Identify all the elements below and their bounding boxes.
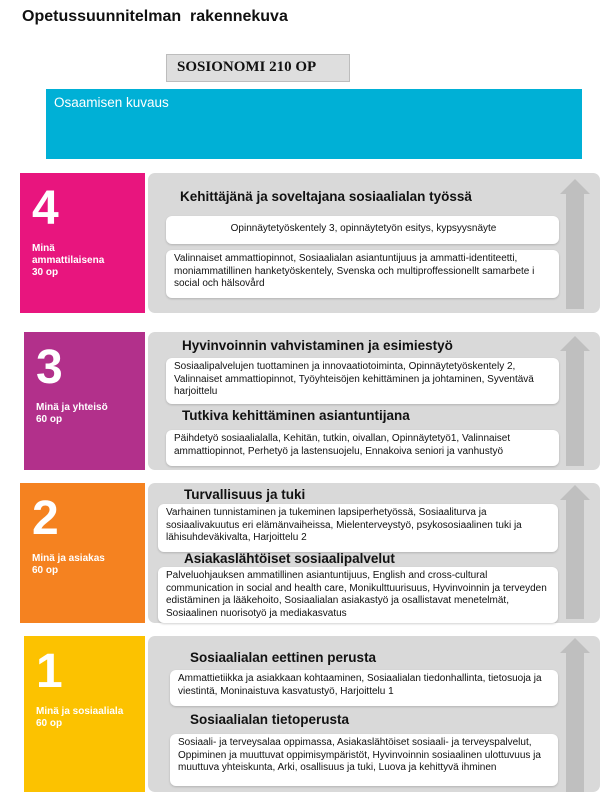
section-heading: Turvallisuus ja tuki [184,487,306,502]
section-heading: Hyvinvoinnin vahvistaminen ja esimiestyö [182,338,453,353]
course-card: Päihdetyö sosiaalialalla, Kehitän, tutkin, oivallan, Opinnäytetyö1, Valinnaiset ammattiopinnot, Perhetyö ja lastensuojelu, Ennakoiva seniori ja vanhustyö [166,430,559,466]
level-number: 3 [36,341,63,394]
level-label [36,402,145,426]
up-arrow-icon [560,638,590,792]
course-card: Ammattietiikka ja asiakkaan kohtaaminen, Sosiaalialan tiedonhallinta, tietosuoja ja viestintä, Moninaistuva kasvatustyö, Harjoittelu 1 [170,670,558,706]
level-credits: 60 op [36,414,63,425]
level-credits: 60 op [36,718,63,729]
up-arrow-icon [560,485,590,619]
course-card: Sosiaalipalvelujen tuottaminen ja innovaatiotoiminta, Opinnäytetyöskentely 2, Valinnaiset ammattiopinnot, Työyhteisöjen kehittäminen ja johtaminen, Syventävä harjoittelu [166,358,559,404]
program-title: SOSIONOMI 210 OP [166,54,350,82]
level-title: Minä ammattilaisena [32,243,105,266]
level-credits: 60 op [32,565,59,576]
level-title: Minä ja yhteisö [36,402,108,413]
level-label [36,706,145,730]
course-card: Sosiaali- ja terveysalaa oppimassa, Asiakaslähtöiset sosiaali- ja terveyspalvelut, Oppiminen ja muuttuvat oppimisympäristöt, Hyvinvoinnin sosiaalinen ulottuvuus ja muuttuva yhteiskunta, Arki, osallisuus ja tuki, Luova ja kehittyvä ihminen [170,734,558,786]
level-2-tab [20,483,145,623]
course-card: Valinnaiset ammattiopinnot, Sosiaalialan asiantuntijuus ja ammatti-identiteetti, moniammatillinen hanketyöskentely, Svenska och multiproffessionellt samarbete i social och hälsovård [166,250,559,298]
competence-description-box: Osaamisen kuvaus [46,89,582,159]
level-credits: 30 op [32,267,59,278]
course-card: Varhainen tunnistaminen ja tukeminen lapsiperhetyössä, Sosiaaliturva ja sosiaalivakuutus eri elämänvaiheissa, Mielenterveystyö, psykososiaalinen tuki ja lähisuhdeväkivalta, Harjoittelu 2 [158,504,558,552]
level-title: Minä ja sosiaaliala [36,706,124,717]
level-number: 4 [32,182,59,235]
level-title: Minä ja asiakas [32,553,105,564]
level-1-tab [24,636,145,792]
section-heading: Tutkiva kehittäminen asiantuntijana [182,408,410,423]
section-heading: Kehittäjänä ja soveltajana sosiaalialan työssä [180,189,472,204]
course-card: Palveluohjauksen ammatillinen asiantuntijuus, English and cross-cultural communication in social and health care, Monikulttuurisuus, Hyvinvoinnin ja terveyden edistäminen ja lääkehoito, Sosiaalialan asiakastyö ja osallistavat menetelmät, Sosiaalinen nuorisotyö ja mediakasvatus [158,567,558,623]
section-heading: Sosiaalialan eettinen perusta [190,650,377,665]
level-1 [20,636,600,792]
level-3-tab [24,332,145,470]
level-number: 2 [32,492,59,545]
section-heading: Sosiaalialan tietoperusta [190,712,350,727]
level-3 [20,332,600,470]
level-4 [20,173,600,313]
up-arrow-icon [560,179,590,309]
level-label [32,553,145,577]
section-heading: Asiakaslähtöiset sosiaalipalvelut [184,551,395,566]
level-4-tab [20,173,145,313]
up-arrow-icon [560,336,590,466]
page-title: Opetussuunnitelman rakennekuva [22,8,288,25]
course-card: Opinnäytetyöskentely 3, opinnäytetyön esitys, kypsyysnäyte [166,216,559,244]
level-2 [20,483,600,623]
level-label [32,243,145,279]
level-number: 1 [36,645,63,698]
